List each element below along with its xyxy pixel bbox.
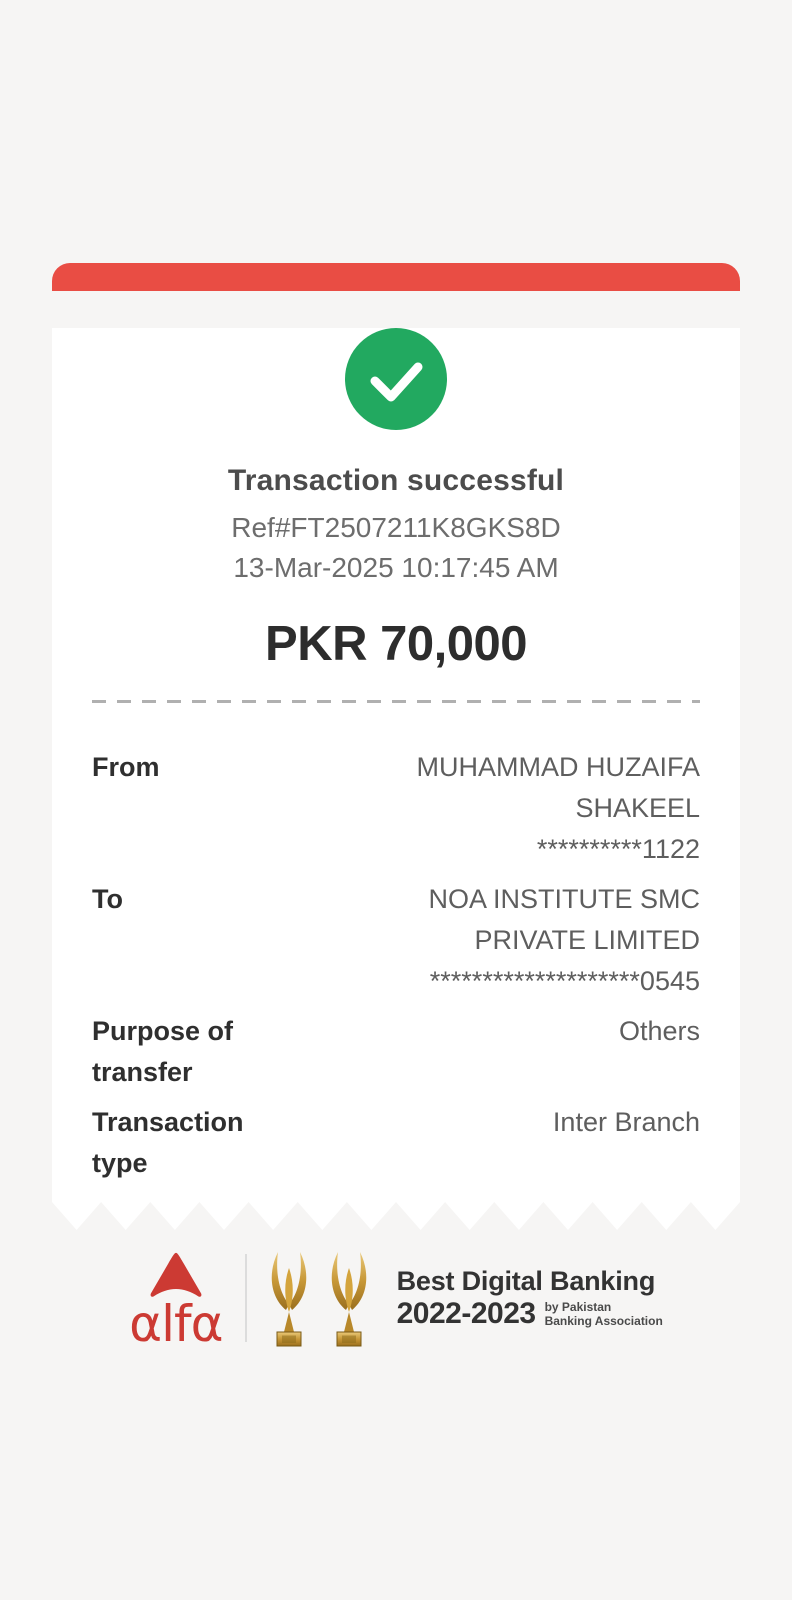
- from-account-masked: **********1122: [536, 834, 700, 864]
- to-value: [302, 879, 700, 1002]
- check-icon: [345, 328, 447, 430]
- detail-row-transaction-type: [92, 1102, 700, 1184]
- trophy-icon: [325, 1248, 373, 1348]
- receipt-torn-edge: [52, 1202, 740, 1230]
- dashed-divider: [92, 700, 700, 703]
- alfa-wordmark: αlfα: [129, 1294, 223, 1353]
- detail-row-purpose: [92, 1011, 700, 1093]
- award-text: [397, 1266, 663, 1330]
- detail-row-to: [92, 879, 700, 1002]
- trophy-icon: [265, 1248, 313, 1348]
- transaction-details: [92, 747, 700, 1184]
- transaction-receipt-card: [52, 263, 740, 1230]
- award-title: Best Digital Banking: [396, 1266, 656, 1296]
- transaction-reference: Ref#FT2507211K8GKS8D: [231, 512, 561, 543]
- to-account-masked: ********************0545: [429, 966, 700, 996]
- award-attribution: [545, 1300, 663, 1328]
- transaction-type-label: Transaction type: [92, 1107, 244, 1178]
- card-accent-bar: [52, 263, 740, 291]
- transaction-amount: PKR 70,000: [265, 617, 527, 671]
- from-name-line-2: SHAKEEL: [575, 793, 700, 823]
- alfa-logo: [129, 1251, 223, 1353]
- award-subtitle: [397, 1298, 663, 1330]
- to-name-line-2: PRIVATE LIMITED: [474, 925, 700, 955]
- award-attribution-line-2: Banking Association: [544, 1314, 663, 1328]
- footer-divider: [245, 1254, 247, 1342]
- alfa-triangle-icon: [147, 1251, 205, 1301]
- from-value: [302, 747, 700, 870]
- to-name-line-1: NOA INSTITUTE SMC: [428, 884, 700, 914]
- from-name-line-1: MUHAMMAD HUZAIFA: [416, 752, 700, 782]
- from-label: From: [92, 752, 160, 782]
- detail-row-from: [92, 747, 700, 870]
- card-body: [52, 328, 740, 1202]
- award-trophies: [265, 1248, 373, 1348]
- success-badge: [345, 328, 447, 430]
- bank-footer: [0, 1248, 792, 1353]
- purpose-label: Purpose of transfer: [92, 1016, 234, 1087]
- award-attribution-line-1: by Pakistan: [544, 1300, 612, 1314]
- purpose-value: Others: [618, 1016, 700, 1046]
- award-years: 2022-2023: [396, 1297, 536, 1330]
- status-title: Transaction successful: [227, 464, 565, 497]
- transaction-type-value: Inter Branch: [552, 1107, 700, 1137]
- to-label: To: [92, 884, 123, 914]
- transaction-datetime: 13-Mar-2025 10:17:45 AM: [233, 552, 559, 583]
